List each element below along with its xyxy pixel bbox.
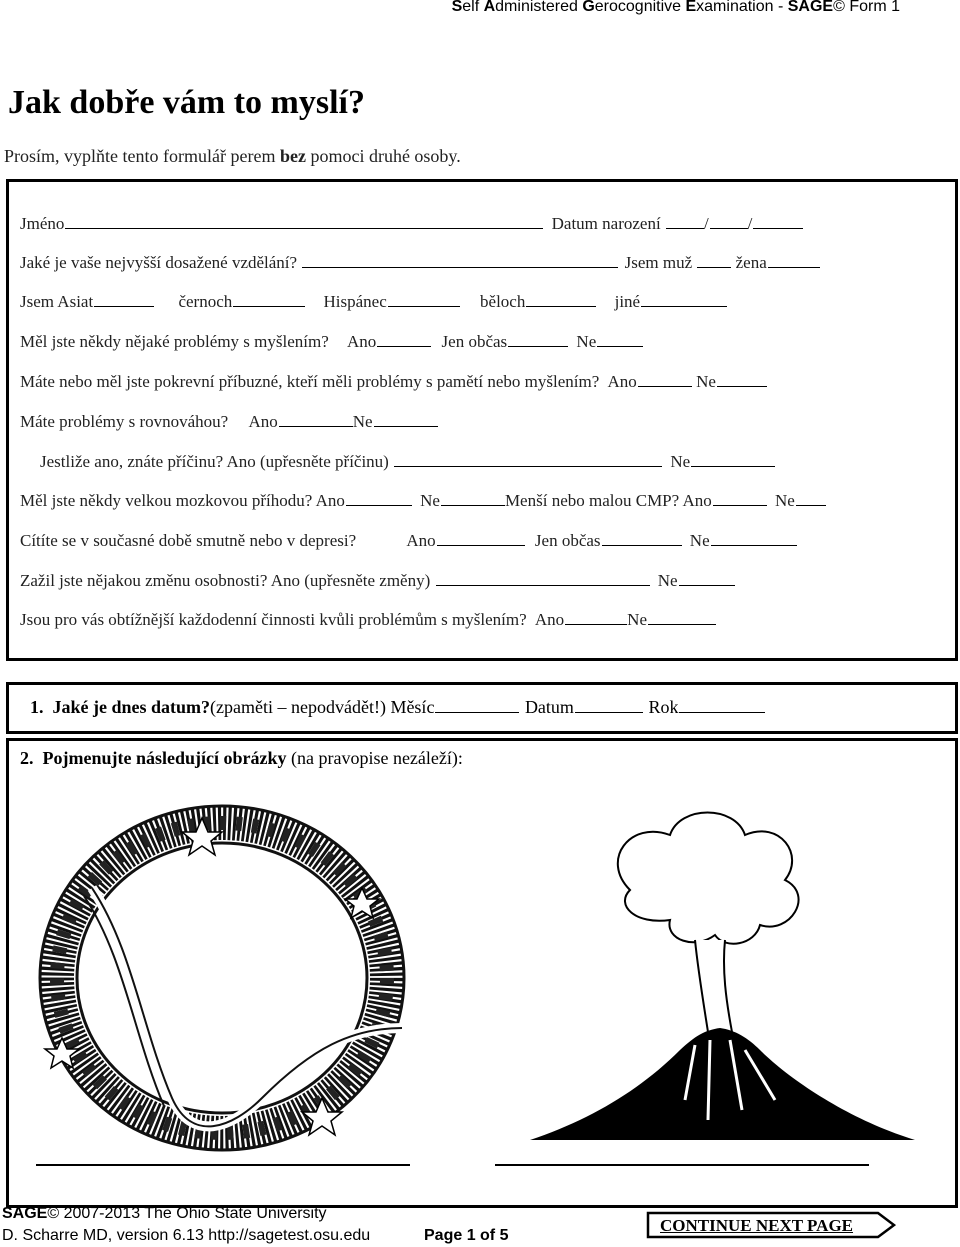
month-field[interactable] xyxy=(435,711,519,713)
stroke-no-field[interactable] xyxy=(441,504,505,506)
daily-yes-field[interactable] xyxy=(565,623,627,625)
thinking-sometimes-field[interactable] xyxy=(508,345,568,347)
thinking-yes-field[interactable] xyxy=(377,345,431,347)
header-title-part: erocognitive xyxy=(594,0,686,15)
education-row: Jaké je vaše nejvyšší dosažené vzdělání? Jsem muž žena xyxy=(20,253,820,273)
dob-day-field[interactable] xyxy=(666,227,704,229)
minor-stroke-no-field[interactable] xyxy=(796,504,826,506)
header-title-part: SAGE xyxy=(787,0,834,15)
male-field[interactable] xyxy=(697,266,731,268)
female-field[interactable] xyxy=(768,266,820,268)
header-title-part: xamination - xyxy=(696,0,788,15)
black-field[interactable] xyxy=(233,305,305,307)
thinking-no-field[interactable] xyxy=(597,345,643,347)
footer-version: D. Scharre MD, version 6.13 http://sagetest.osu.edu xyxy=(2,1227,371,1244)
sad-no-field[interactable] xyxy=(711,544,797,546)
thinking-problems-row: Měl jste někdy nějaké problémy s myšlením? Ano Jen občas Ne xyxy=(20,332,643,352)
header-title-part: elf xyxy=(462,0,484,15)
stroke-row: Měl jste někdy velkou mozkovou příhodu? Ano Ne Menší nebo malou CMP? Ano Ne xyxy=(20,491,960,511)
header-title-part: S xyxy=(451,0,463,15)
balance-no-field[interactable] xyxy=(374,425,438,427)
personality-field[interactable] xyxy=(436,584,650,586)
asian-field[interactable] xyxy=(94,305,154,307)
stroke-yes-field[interactable] xyxy=(346,504,412,506)
form-header xyxy=(452,0,900,16)
cause-field[interactable] xyxy=(394,465,662,467)
date-field[interactable] xyxy=(575,711,643,713)
personality-row: Zažil jste nějakou změnu osobnosti? Ano (upřesněte změny) Ne xyxy=(20,571,735,591)
balance-row: Máte problémy s rovnováhou? Ano Ne xyxy=(20,412,438,432)
continue-next-page-button[interactable]: CONTINUE NEXT PAGE xyxy=(646,1209,896,1241)
hispanic-field[interactable] xyxy=(388,305,460,307)
volcano-answer-field[interactable] xyxy=(495,1164,869,1166)
sad-sometimes-field[interactable] xyxy=(602,544,682,546)
dob-year-field[interactable] xyxy=(753,227,803,229)
daily-activities-row: Jsou pro vás obtížnější každodenní činnosti kvůli problémům s myšlením? Ano Ne xyxy=(20,610,716,630)
other-field[interactable] xyxy=(641,305,727,307)
header-title-part: E xyxy=(685,0,697,15)
name-field[interactable] xyxy=(65,227,543,229)
year-field[interactable] xyxy=(679,711,765,713)
question-2: 2. Pojmenujte následující obrázky (na pravopise nezáleží): xyxy=(20,748,463,768)
education-field[interactable] xyxy=(302,266,618,268)
header-title-part: © Form 1 xyxy=(833,0,900,15)
white-field[interactable] xyxy=(526,305,596,307)
header-title-part: A xyxy=(483,0,496,15)
depression-row: Cítíte se v současné době smutně nebo v depresi? Ano Jen občas Ne xyxy=(20,531,797,551)
cause-row: Jestliže ano, znáte příčinu? Ano (upřesněte příčinu) Ne xyxy=(40,452,775,472)
page-number: Page 1 of 5 xyxy=(424,1227,509,1244)
footer-copyright: SAGE© 2007-2013 The Ohio State University xyxy=(2,1205,327,1222)
header-title-part: dministered xyxy=(495,0,583,15)
daily-no-field[interactable] xyxy=(648,623,716,625)
instructions: Prosím, vyplňte tento formulář perem bez pomoci druhé osoby. xyxy=(4,146,461,166)
question-1: 1. Jaké je dnes datum?(zpaměti – nepodvádět!) Měsíc Datum Rok xyxy=(30,697,766,718)
wreath-answer-field[interactable] xyxy=(36,1164,410,1166)
relatives-row: Máte nebo měl jste pokrevní příbuzné, kteří měli problémy s pamětí nebo myšlením? Ano Ne xyxy=(20,372,767,392)
wreath-image xyxy=(22,798,422,1158)
dob-month-field[interactable] xyxy=(710,227,748,229)
name-row: Jméno Datum narození / / xyxy=(20,214,803,234)
cause-no-field[interactable] xyxy=(691,465,775,467)
relatives-yes-field[interactable] xyxy=(638,385,692,387)
sad-yes-field[interactable] xyxy=(437,544,525,546)
relatives-no-field[interactable] xyxy=(717,385,767,387)
volcano-image xyxy=(520,800,920,1160)
header-title-part: G xyxy=(582,0,595,15)
balance-yes-field[interactable] xyxy=(279,425,353,427)
race-row: Jsem Asiat černoch Hispánec běloch jiné xyxy=(20,292,727,312)
personality-no-field[interactable] xyxy=(679,584,735,586)
page-title: Jak dobře vám to myslí? xyxy=(8,84,365,121)
minor-stroke-yes-field[interactable] xyxy=(713,504,767,506)
